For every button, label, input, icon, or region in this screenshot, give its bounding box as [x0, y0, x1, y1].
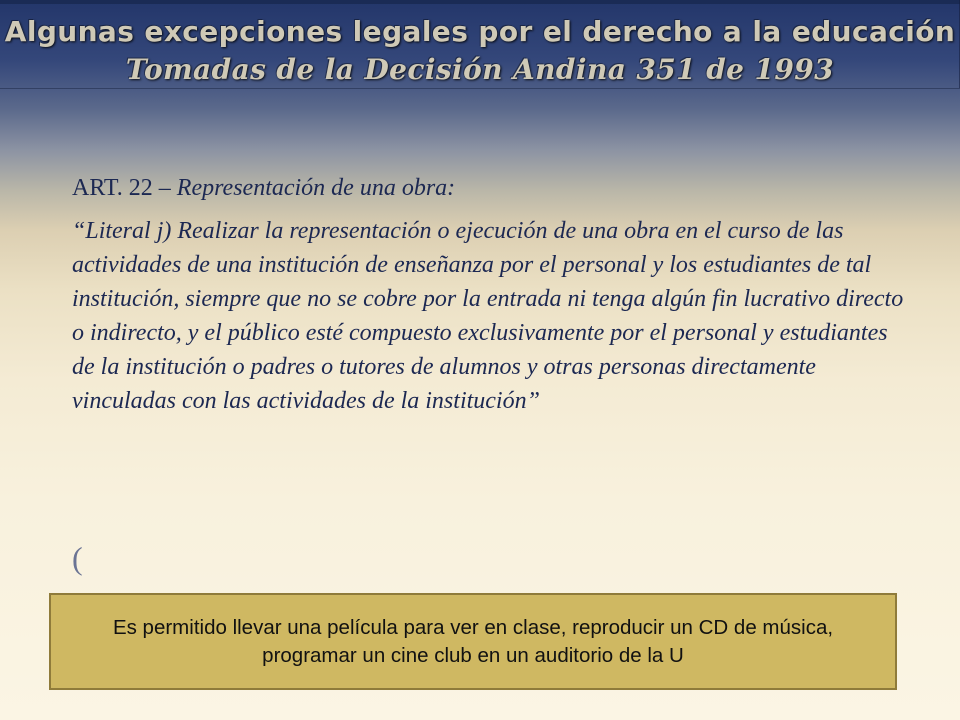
title-divider — [0, 88, 960, 89]
article-heading — [72, 172, 912, 204]
callout-box — [49, 593, 897, 690]
slide-title: Algunas excepciones legales por el derecho a la educación — [4, 15, 956, 48]
article-description: Representación de una obra: — [176, 175, 456, 201]
trailing-parenthesis: ( — [72, 540, 83, 576]
article-content — [72, 172, 912, 418]
slide-subtitle: Tomadas de la Decisión Andina 351 de 1993 — [125, 53, 835, 86]
title-band — [0, 0, 960, 90]
callout-text: Es permitido llevar una película para ver en clase, reproducir un CD de música, programar un cine club en un auditorio de la U — [112, 615, 834, 667]
article-number: ART. 22 – — [72, 175, 177, 201]
article-quote: “Literal j) Realizar la representación o ejecución de una obra en el curso de las actividades de una institución de enseñanza por el personal y los estudiantes de tal institución, siempre que no se cobre por la entrada ni tenga algún fin lucrativo directo o indirecto, y el público esté compuesto exclusivamente por el personal y estudiantes de la institución o padres o tutores de alumnos y otras personas directamente vinculadas con las actividades de la institución” — [72, 218, 904, 414]
